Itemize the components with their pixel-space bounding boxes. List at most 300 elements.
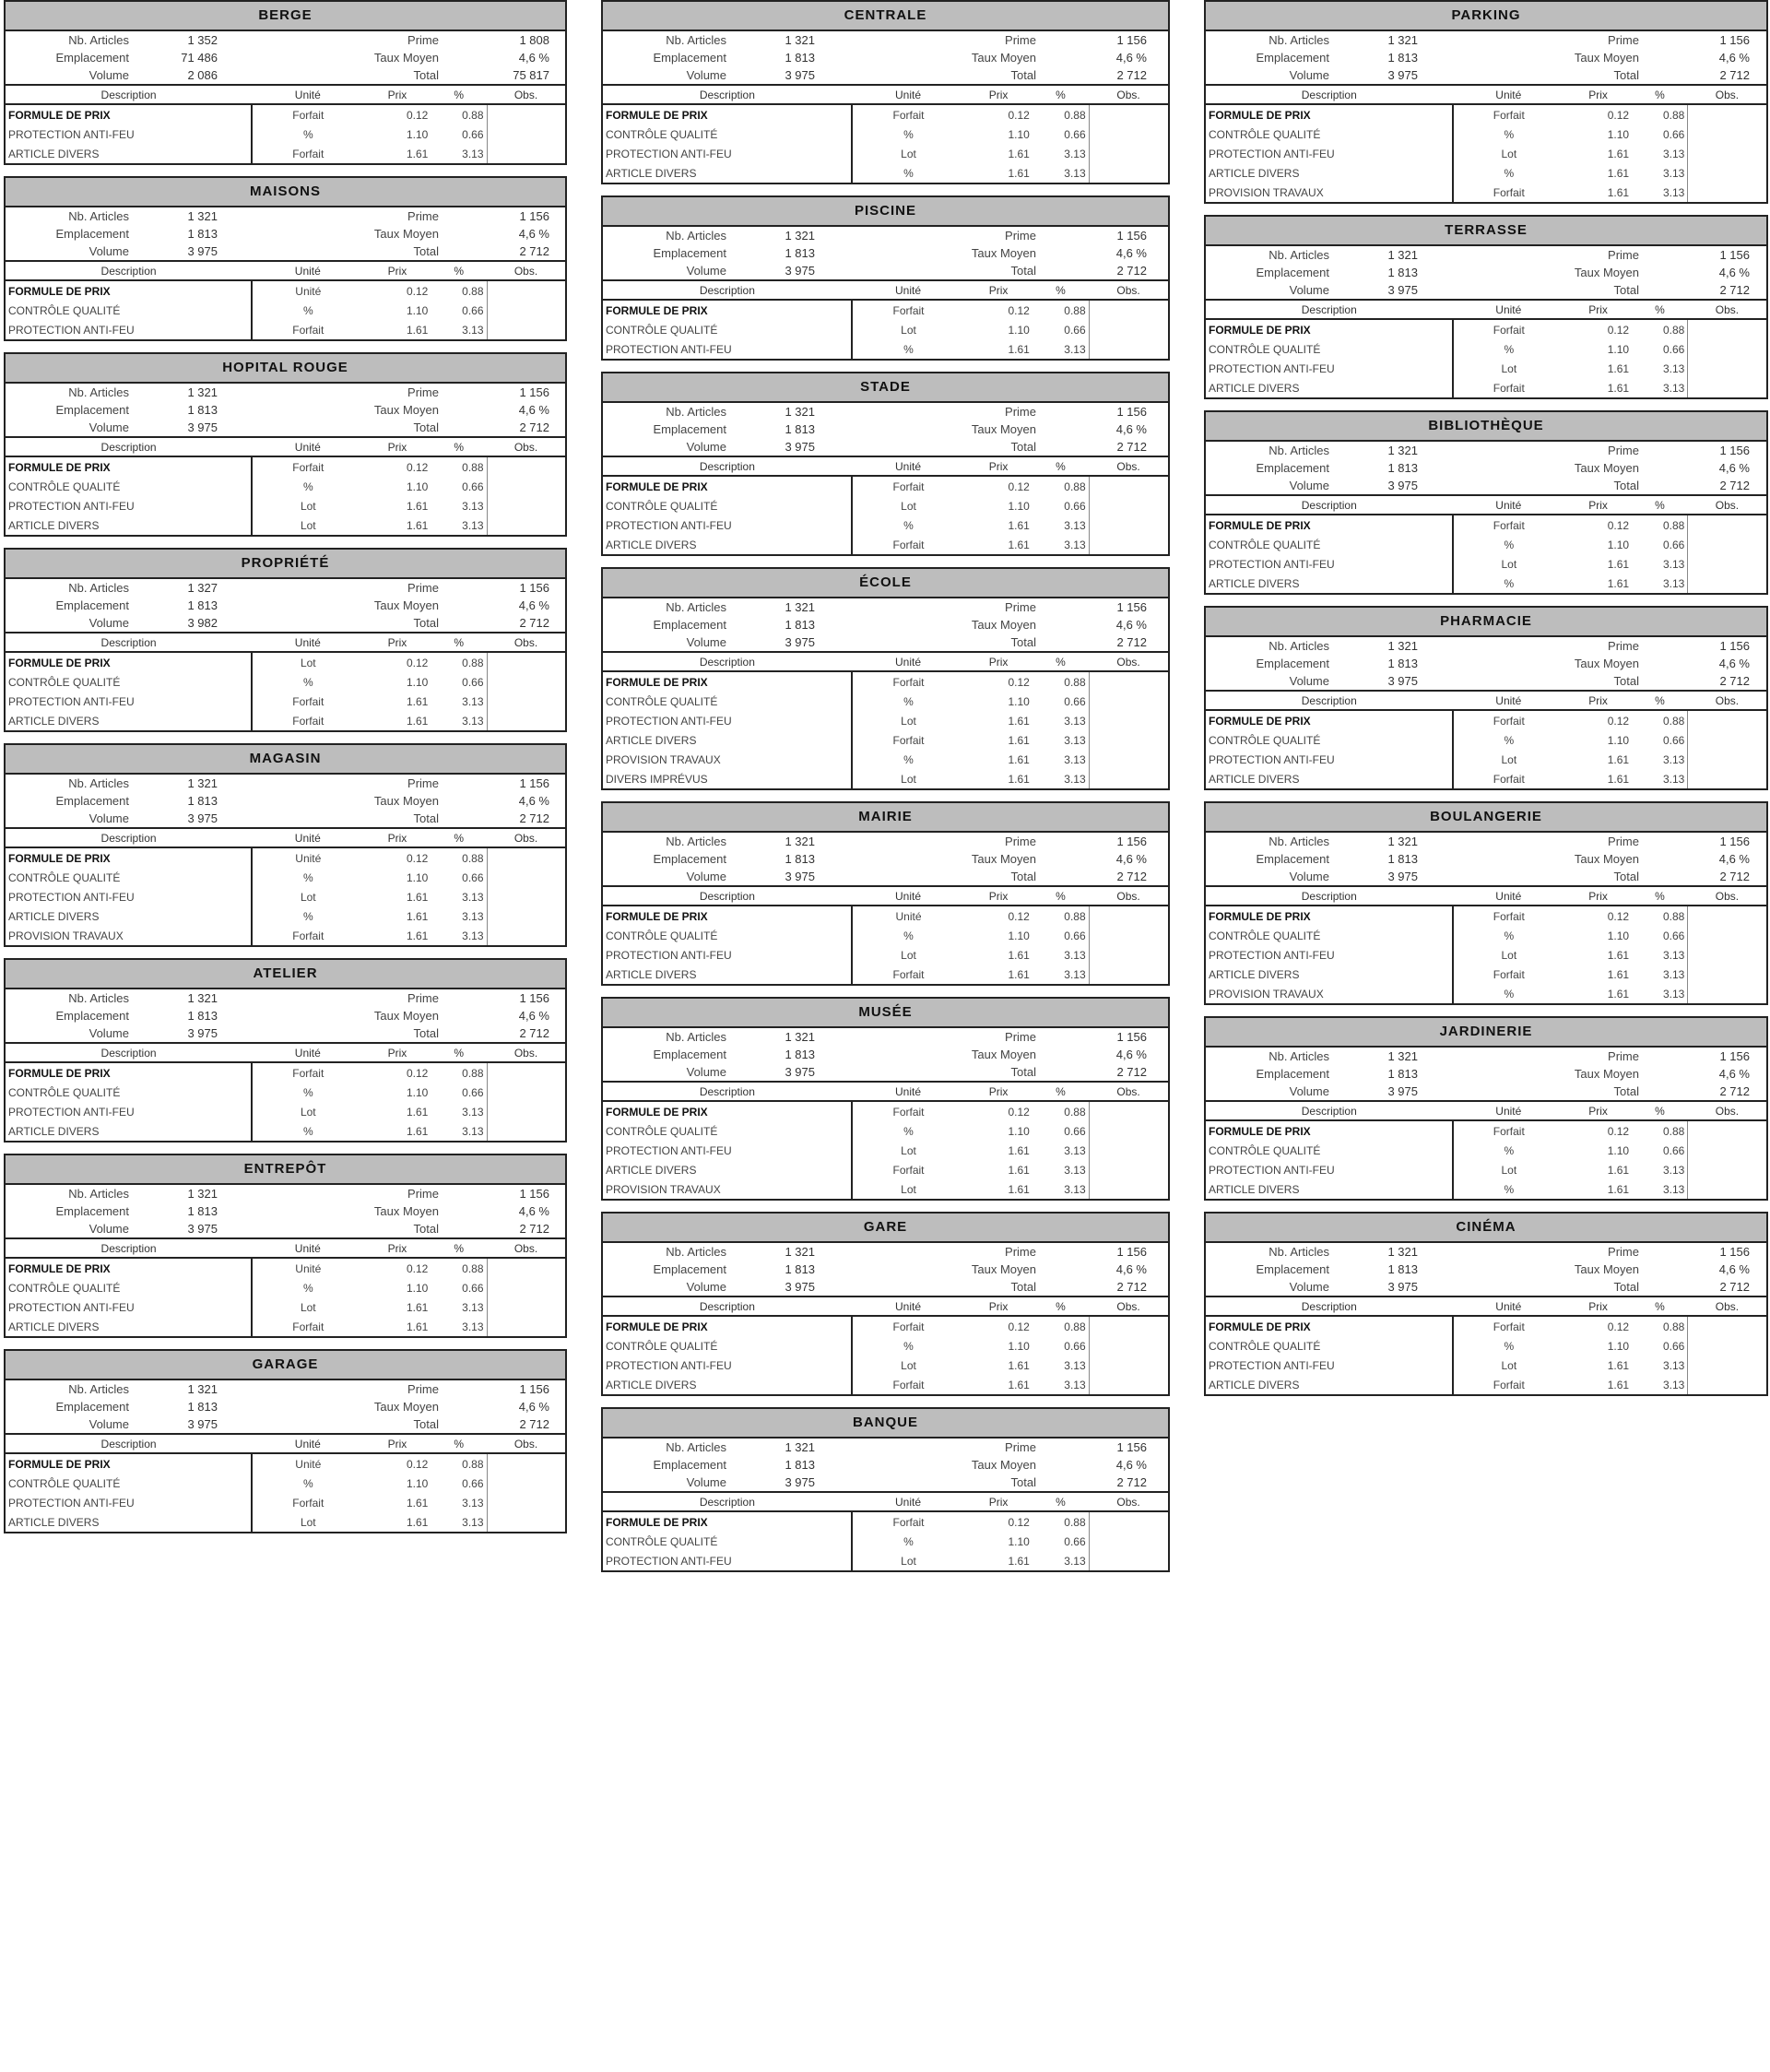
cell-unit: Forfait [1453,104,1565,124]
cell-price: 1.10 [1607,342,1630,356]
summary-row [6,579,565,597]
cell-price: 1.61 [406,323,429,337]
cell-unit: Lot [252,496,363,515]
summary-value: 4,6 % [1115,246,1147,260]
summary-label: Nb. Articles [68,776,129,790]
cell-unit: Lot [852,496,965,515]
cell-description: PROTECTION ANTI-FEU [8,1300,135,1314]
summary-label: Emplacement [55,403,129,417]
cell-description: PROVISION TRAVAUX [8,929,124,942]
table-row [1206,1316,1766,1336]
cell-extra [487,672,565,692]
cell-pct: 0.66 [1064,127,1086,141]
cell-description: PROTECTION ANTI-FEU [606,948,732,962]
cell-extra [1089,1160,1168,1179]
cell-description: ARTICLE DIVERS [606,733,697,747]
cell-pct: 3.13 [462,518,484,532]
cell-unit: % [852,692,965,711]
cell-extra [1688,926,1766,945]
cell-extra [1089,163,1168,183]
cell-extra [1089,1179,1168,1199]
cell-unit: Forfait [252,1493,363,1512]
summary-value: 3 975 [1387,1084,1418,1098]
cell-pct: 0.88 [1663,108,1685,122]
summary-label: Prime [407,991,439,1005]
summary-label: Total [1613,68,1639,82]
summary-label: Nb. Articles [1268,835,1329,848]
cell-price: 0.12 [406,656,429,669]
cell-description: FORMULE DE PRIX [606,480,708,493]
summary-label: Emplacement [55,51,129,65]
cell-unit: Forfait [1453,1375,1565,1394]
cell-unit: % [252,868,363,887]
cell-description: ARTICLE DIVERS [606,538,697,551]
cell-description: FORMULE DE PRIX [1209,518,1311,532]
table-header-row [603,887,1168,906]
summary-label: Volume [88,1026,129,1040]
summary-value: 3 975 [187,1417,218,1431]
summary-value: 1 321 [785,1030,815,1044]
summary-row [603,1474,1168,1491]
cell-price: 1.61 [1008,1182,1030,1196]
summary-label: Emplacement [1256,657,1329,670]
summary-value: 4,6 % [1718,657,1750,670]
summary-row [603,1243,1168,1261]
cell-extra [1089,339,1168,359]
cell-unit: Lot [852,711,965,730]
summary-value: 3 975 [187,811,218,825]
summary-label: Taux Moyen [971,852,1036,866]
summary-label: Total [413,420,439,434]
summary-row [603,244,1168,262]
summary-value: 4,6 % [1718,852,1750,866]
cell-description: ARTICLE DIVERS [606,1163,697,1177]
table-row [603,1551,1168,1570]
table-row [603,1511,1168,1532]
summary-label: Nb. Articles [666,835,726,848]
summary-row [6,1380,565,1398]
line-items-table [603,281,1168,359]
summary-value: 3 982 [187,616,218,630]
summary-value: 4,6 % [1718,266,1750,279]
cell-extra [487,711,565,730]
summary-label: Volume [686,635,726,649]
column-header-price: Prix [363,829,431,847]
summary-label: Prime [1005,1030,1036,1044]
summary-label: Nb. Articles [1268,33,1329,47]
table-row [1206,984,1766,1003]
table-header-row [603,1297,1168,1316]
summary-value: 1 156 [519,209,549,223]
summary-label: Taux Moyen [373,403,439,417]
section-title: TERRASSE [1206,217,1766,246]
summary-value: 2 712 [1116,1065,1147,1079]
summary-row [603,1439,1168,1456]
table-row [1206,535,1766,554]
summary-block [6,207,565,262]
summary-value: 3 975 [1387,674,1418,688]
cell-unit: % [852,163,965,183]
cell-unit: Forfait [252,711,363,730]
summary-label: Emplacement [1256,461,1329,475]
cell-price: 1.61 [1008,948,1030,962]
cell-unit: Forfait [852,671,965,692]
column-header-unit: Unité [252,86,363,104]
cell-description: CONTRÔLE QUALITÉ [606,1339,718,1353]
cell-unit: % [852,339,965,359]
column-header-pct: % [1032,887,1089,906]
line-items-table [1206,1102,1766,1199]
cell-price: 1.10 [1008,929,1030,942]
cell-price: 0.12 [1008,480,1030,493]
table-row [603,1356,1168,1375]
summary-label: Emplacement [55,598,129,612]
column-header-price: Prix [363,1239,431,1258]
column-header-extra: Obs. [487,86,565,104]
summary-label: Volume [88,68,129,82]
summary-value: 2 712 [1116,635,1147,649]
column-header-unit: Unité [1453,86,1565,104]
cell-price: 0.12 [406,460,429,474]
summary-row [6,775,565,792]
cell-extra [1688,144,1766,163]
cell-unit: Forfait [852,730,965,750]
cell-unit: Forfait [852,535,965,554]
cell-description: PROTECTION ANTI-FEU [606,1554,732,1568]
cell-price: 1.61 [1607,772,1630,786]
cell-price: 1.61 [1607,361,1630,375]
cell-pct: 3.13 [462,694,484,708]
column-header-description: Description [603,653,852,671]
table-header-row [6,86,565,104]
cell-description: CONTRÔLE QUALITÉ [606,1124,718,1138]
summary-row [1206,1278,1766,1296]
cell-extra [487,1258,565,1278]
summary-label: Taux Moyen [1574,1262,1639,1276]
summary-value: 1 321 [785,600,815,614]
cell-description: PROTECTION ANTI-FEU [8,694,135,708]
summary-value: 1 813 [187,1009,218,1023]
table-row [6,477,565,496]
summary-label: Nb. Articles [666,1245,726,1259]
section-card [4,176,567,341]
cell-unit: Forfait [252,926,363,945]
summary-value: 1 321 [785,33,815,47]
summary-label: Nb. Articles [666,1440,726,1454]
section-title: BIBLIOTHÈQUE [1206,412,1766,442]
cell-description: PROTECTION ANTI-FEU [1209,948,1335,962]
cell-extra [487,926,565,945]
cell-unit: Forfait [1453,319,1565,339]
cell-description: CONTRÔLE QUALITÉ [1209,538,1321,551]
column-header-description: Description [603,281,852,300]
cell-extra [487,1278,565,1297]
column-header-price: Prix [964,653,1032,671]
summary-label: Emplacement [55,227,129,241]
card-column [601,0,1170,1583]
column-header-description: Description [603,1083,852,1101]
table-row [603,1101,1168,1121]
cell-description: ARTICLE DIVERS [1209,576,1300,590]
summary-value: 1 813 [187,403,218,417]
summary-label: Taux Moyen [1574,461,1639,475]
cell-extra [1688,906,1766,926]
cell-unit: Lot [852,1356,965,1375]
summary-row [603,1456,1168,1474]
cell-pct: 0.66 [462,1281,484,1295]
column-header-price: Prix [1564,887,1632,906]
table-row [603,692,1168,711]
column-header-unit: Unité [1453,496,1565,515]
summary-row [603,227,1168,244]
summary-row [1206,850,1766,868]
summary-label: Prime [1005,1245,1036,1259]
cell-description: FORMULE DE PRIX [606,675,708,689]
summary-row [6,792,565,810]
summary-row [603,1046,1168,1063]
summary-value: 1 156 [1116,600,1147,614]
cell-unit: Forfait [252,456,363,477]
summary-block [6,579,565,633]
cell-pct: 3.13 [1064,967,1086,981]
summary-row [6,1415,565,1433]
cell-extra [1089,535,1168,554]
cell-price: 0.12 [406,1261,429,1275]
summary-label: Nb. Articles [68,385,129,399]
cell-pct: 3.13 [1663,361,1685,375]
cell-extra [1688,1375,1766,1394]
summary-value: 1 321 [785,835,815,848]
table-row [6,1453,565,1474]
cell-unit: Lot [852,144,965,163]
table-row [6,104,565,124]
cell-unit: % [852,750,965,769]
table-row [6,1062,565,1083]
column-header-price: Prix [964,86,1032,104]
table-row [603,750,1168,769]
cell-price: 1.10 [1008,694,1030,708]
cell-extra [487,887,565,906]
cell-unit: Lot [852,769,965,788]
cell-price: 0.12 [1607,108,1630,122]
cell-price: 1.61 [1008,1143,1030,1157]
summary-row [1206,833,1766,850]
line-items-table [1206,1297,1766,1394]
column-header-extra: Obs. [487,633,565,652]
cell-pct: 3.13 [1064,342,1086,356]
summary-label: Volume [1289,870,1329,883]
summary-label: Prime [1608,444,1639,457]
summary-block [603,598,1168,653]
summary-value: 2 712 [1116,870,1147,883]
cell-unit: Forfait [1453,965,1565,984]
summary-label: Prime [1005,835,1036,848]
cell-pct: 0.66 [462,1476,484,1490]
cell-pct: 3.13 [1663,772,1685,786]
column-header-unit: Unité [252,262,363,280]
section-title: HOPITAL ROUGE [6,354,565,384]
summary-value: 1 156 [1719,1049,1750,1063]
line-items-table [1206,692,1766,788]
cell-extra [487,652,565,672]
column-header-extra: Obs. [1688,301,1766,319]
summary-label: Total [1010,68,1036,82]
summary-block [603,227,1168,281]
summary-label: Prime [1005,600,1036,614]
cell-pct: 3.13 [1663,557,1685,571]
cell-pct: 3.13 [1663,752,1685,766]
cell-pct: 3.13 [1663,1163,1685,1177]
cell-extra [1688,574,1766,593]
cell-extra [487,477,565,496]
table-row [603,515,1168,535]
summary-value: 3 975 [785,1475,815,1489]
column-header-pct: % [1632,86,1688,104]
cell-price: 0.12 [1607,1124,1630,1138]
summary-value: 1 352 [187,33,218,47]
cell-pct: 0.66 [462,480,484,493]
column-header-pct: % [1032,1493,1089,1511]
summary-value: 1 321 [187,1382,218,1396]
summary-label: Taux Moyen [1574,657,1639,670]
summary-value: 2 712 [1116,440,1147,454]
column-header-extra: Obs. [1688,887,1766,906]
summary-value: 2 712 [1719,674,1750,688]
table-header-row [6,1435,565,1453]
cell-price: 1.61 [406,147,429,160]
cell-price: 0.12 [406,1066,429,1080]
summary-block [6,1185,565,1239]
summary-row [1206,1048,1766,1065]
cell-unit: Forfait [852,1511,965,1532]
table-row [603,711,1168,730]
cell-extra [487,1121,565,1141]
table-header-row [1206,887,1766,906]
summary-value: 3 975 [1387,283,1418,297]
section-title: BOULANGERIE [1206,803,1766,833]
column-header-pct: % [431,86,487,104]
section-title: PROPRIÉTÉ [6,550,565,579]
cell-extra [487,1317,565,1336]
cell-unit: Lot [252,1102,363,1121]
summary-row [603,403,1168,420]
summary-label: Volume [686,1065,726,1079]
cell-description: CONTRÔLE QUALITÉ [8,675,121,689]
table-row [603,1141,1168,1160]
cell-description: PROTECTION ANTI-FEU [1209,557,1335,571]
line-items-table [1206,887,1766,1003]
table-row [6,887,565,906]
cell-pct: 0.88 [462,284,484,298]
cell-price: 1.61 [406,694,429,708]
table-row [603,320,1168,339]
cell-extra [487,104,565,124]
summary-block [1206,31,1766,86]
cell-extra [1089,1356,1168,1375]
summary-value: 1 813 [785,1458,815,1472]
summary-value: 4,6 % [1115,1458,1147,1472]
column-header-unit: Unité [1453,301,1565,319]
cell-unit: Forfait [852,104,965,124]
column-header-description: Description [1206,1297,1453,1316]
column-header-price: Prix [964,457,1032,476]
cell-description: FORMULE DE PRIX [8,1457,111,1471]
cell-description: ARTICLE DIVERS [1209,967,1300,981]
cell-unit: Unité [252,1258,363,1278]
summary-label: Taux Moyen [971,51,1036,65]
column-header-pct: % [431,1435,487,1453]
summary-label: Nb. Articles [666,33,726,47]
summary-value: 4,6 % [1115,852,1147,866]
cell-unit: % [252,1474,363,1493]
cell-pct: 3.13 [462,1300,484,1314]
summary-value: 4,6 % [1115,1262,1147,1276]
cell-description: CONTRÔLE QUALITÉ [1209,1339,1321,1353]
cell-extra [1089,104,1168,124]
column-header-unit: Unité [252,1435,363,1453]
section-title: PHARMACIE [1206,608,1766,637]
summary-block [603,1243,1168,1297]
summary-value: 4,6 % [1718,51,1750,65]
summary-label: Taux Moyen [971,618,1036,632]
cell-pct: 3.13 [462,909,484,923]
line-items-table [1206,86,1766,202]
summary-row [1206,1243,1766,1261]
summary-label: Taux Moyen [1574,1067,1639,1081]
cell-pct: 3.13 [1663,166,1685,180]
cell-pct: 3.13 [462,1320,484,1333]
cell-pct: 0.88 [1064,1515,1086,1529]
summary-value: 1 321 [1387,639,1418,653]
section-card [601,1212,1170,1396]
table-row [603,163,1168,183]
column-header-pct: % [431,438,487,456]
cell-extra [1089,671,1168,692]
column-header-price: Prix [363,262,431,280]
cell-pct: 3.13 [462,890,484,904]
cell-description: FORMULE DE PRIX [8,1066,111,1080]
summary-label: Total [1010,1065,1036,1079]
line-items-table [6,1239,565,1336]
summary-value: 1 156 [1719,1245,1750,1259]
line-items-table [603,887,1168,984]
cell-price: 1.61 [406,1105,429,1119]
table-row [6,672,565,692]
line-items-table [6,1044,565,1141]
cell-unit: Lot [1453,359,1565,378]
column-header-unit: Unité [252,633,363,652]
cell-description: PROTECTION ANTI-FEU [606,714,732,728]
summary-row [6,989,565,1007]
cell-pct: 3.13 [1064,518,1086,532]
table-header-row [1206,1102,1766,1120]
column-header-extra: Obs. [1089,281,1168,300]
summary-value: 1 156 [1116,1030,1147,1044]
cell-price: 1.61 [1607,1358,1630,1372]
cell-unit: Forfait [252,1317,363,1336]
section-card [1204,1016,1768,1201]
table-row [603,1179,1168,1199]
cell-price: 1.61 [1008,1554,1030,1568]
summary-label: Taux Moyen [373,51,439,65]
cell-pct: 3.13 [462,147,484,160]
cell-description: ARTICLE DIVERS [8,714,100,728]
column-header-price: Prix [964,1083,1032,1101]
cell-pct: 0.66 [462,303,484,317]
column-header-description: Description [6,829,252,847]
cell-pct: 3.13 [1663,1378,1685,1391]
column-header-pct: % [1632,496,1688,515]
